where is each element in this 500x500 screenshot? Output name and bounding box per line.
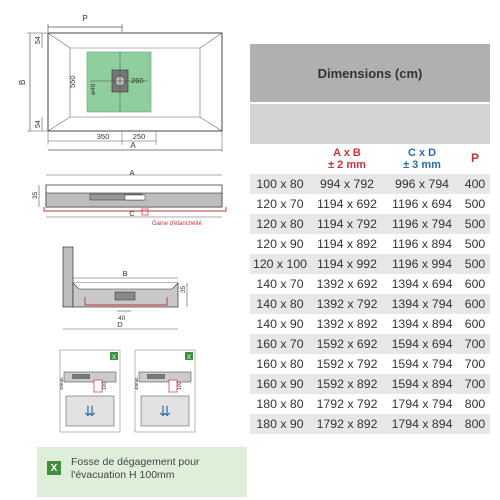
cell-size: 180 x 80 — [256, 397, 304, 411]
cell-p: 800 — [464, 397, 486, 411]
cell-p: 600 — [464, 317, 486, 331]
table-row — [250, 234, 490, 254]
table-row — [250, 394, 490, 414]
legend-text: Fosse de dégagement pour l'évacuation H 100mm — [71, 456, 200, 481]
label-260: 260 — [131, 76, 144, 85]
install-40-right: 40mm — [134, 377, 139, 390]
label-54-bottom: 54 — [35, 120, 42, 128]
table-row — [250, 414, 490, 434]
label-a: A — [130, 141, 136, 150]
cell-size: 100 x 80 — [256, 177, 304, 191]
table-row — [250, 214, 490, 234]
cell-p: 700 — [464, 377, 486, 391]
table-row — [250, 274, 490, 294]
cell-size: 140 x 90 — [256, 317, 304, 331]
cell-ab: 1194 x 992 — [317, 257, 377, 271]
cell-p: 500 — [464, 237, 486, 251]
cell-size: 140 x 70 — [256, 277, 304, 291]
cell-cd: 1794 x 794 — [391, 397, 453, 411]
install-100-right: 100 — [177, 381, 183, 390]
cell-cd: 1594 x 894 — [391, 377, 453, 391]
install-badge-left: X — [111, 355, 117, 361]
cell-cd: 996 x 794 — [394, 177, 449, 191]
cell-cd: 1196 x 894 — [392, 237, 452, 251]
cell-p: 500 — [464, 217, 486, 231]
cell-size: 120 x 70 — [256, 197, 304, 211]
cell-p: 500 — [464, 197, 486, 211]
cell-p: 800 — [464, 417, 486, 431]
col-ab-label: A x B — [333, 147, 361, 159]
cell-ab: 1194 x 792 — [317, 217, 377, 231]
cell-ab: 1392 x 692 — [316, 277, 378, 291]
top-view-drawing — [0, 0, 250, 160]
cell-p: 700 — [464, 337, 486, 351]
cell-ab: 994 x 792 — [319, 177, 374, 191]
install-badge-right: X — [186, 355, 192, 361]
cell-ab: 1792 x 792 — [316, 397, 378, 411]
cell-ab: 1592 x 892 — [316, 377, 378, 391]
cell-cd: 1196 x 794 — [392, 217, 452, 231]
legend-badge: X — [47, 461, 61, 475]
col-cd-label: C x D — [407, 147, 437, 159]
cell-p: 400 — [464, 177, 486, 191]
cell-ab: 1792 x 892 — [316, 417, 378, 431]
table-row — [250, 254, 490, 274]
cell-ab: 1392 x 892 — [316, 317, 378, 331]
table-row — [250, 374, 490, 394]
cell-cd: 1196 x 694 — [392, 197, 452, 211]
label-54-top: 54 — [35, 36, 42, 44]
table-row — [250, 314, 490, 334]
cell-cd: 1394 x 694 — [391, 277, 453, 291]
cell-cd: 1594 x 694 — [391, 337, 453, 351]
install-40-left: 40mm — [59, 377, 64, 390]
cell-size: 180 x 90 — [256, 417, 304, 431]
section-label-d: D — [117, 320, 123, 329]
cell-size: 160 x 70 — [256, 337, 304, 351]
gaine-label: Gaine d'étanchéité — [152, 221, 202, 227]
side-label-c: C — [129, 209, 135, 218]
cell-ab: 1194 x 892 — [317, 237, 377, 251]
col-ab-header — [310, 147, 384, 171]
col-cd-header — [384, 147, 460, 171]
svg-text:⇊: ⇊ — [159, 403, 171, 419]
cell-cd: 1394 x 794 — [391, 297, 453, 311]
cell-cd: 1394 x 894 — [391, 317, 453, 331]
install-100-left: 100 — [102, 381, 108, 390]
label-250: 250 — [132, 132, 146, 141]
cell-size: 160 x 90 — [256, 377, 304, 391]
cell-cd: 1196 x 994 — [392, 257, 452, 271]
label-550: 550 — [68, 75, 77, 88]
cell-cd: 1794 x 894 — [391, 417, 453, 431]
cell-size: 160 x 80 — [256, 357, 304, 371]
label-350: 350 — [96, 132, 110, 141]
side-view-drawing — [30, 165, 250, 235]
col-cd-tol: ± 3 mm — [403, 159, 441, 171]
cell-p: 500 — [464, 257, 486, 271]
svg-text:⇊: ⇊ — [84, 403, 96, 419]
section-view-drawing — [55, 245, 250, 340]
section-label-b: B — [122, 269, 128, 278]
col-p-label: P — [470, 151, 479, 165]
section-label-40: 40 — [118, 315, 126, 322]
table-row — [250, 334, 490, 354]
table-row — [250, 194, 490, 214]
cell-p: 700 — [464, 357, 486, 371]
table-row — [250, 354, 490, 374]
side-label-35: 35 — [32, 191, 39, 199]
cell-cd: 1594 x 794 — [391, 357, 453, 371]
label-b: B — [18, 79, 27, 85]
label-o40: ø40 — [90, 83, 97, 95]
install-diagram-left — [60, 350, 122, 434]
side-label-a: A — [129, 168, 135, 177]
cell-size: 120 x 80 — [256, 217, 304, 231]
legend-box — [37, 447, 247, 497]
cell-ab: 1392 x 792 — [316, 297, 378, 311]
table-band — [250, 104, 490, 144]
cell-size: 120 x 100 — [252, 257, 307, 271]
cell-ab: 1592 x 692 — [316, 337, 378, 351]
cell-ab: 1592 x 792 — [316, 357, 378, 371]
section-label-35: 35 — [180, 285, 187, 293]
cell-p: 600 — [464, 277, 486, 291]
cell-size: 140 x 80 — [256, 297, 304, 311]
dimensions-table — [250, 44, 490, 444]
table-title: Dimensions (cm) — [250, 44, 490, 102]
table-row — [250, 294, 490, 314]
col-ab-tol: ± 2 mm — [328, 159, 366, 171]
label-p: P — [82, 14, 88, 23]
cell-p: 600 — [464, 297, 486, 311]
cell-ab: 1194 x 692 — [317, 197, 377, 211]
cell-size: 120 x 90 — [256, 237, 304, 251]
install-diagram-right — [135, 350, 197, 434]
table-row — [250, 174, 490, 194]
